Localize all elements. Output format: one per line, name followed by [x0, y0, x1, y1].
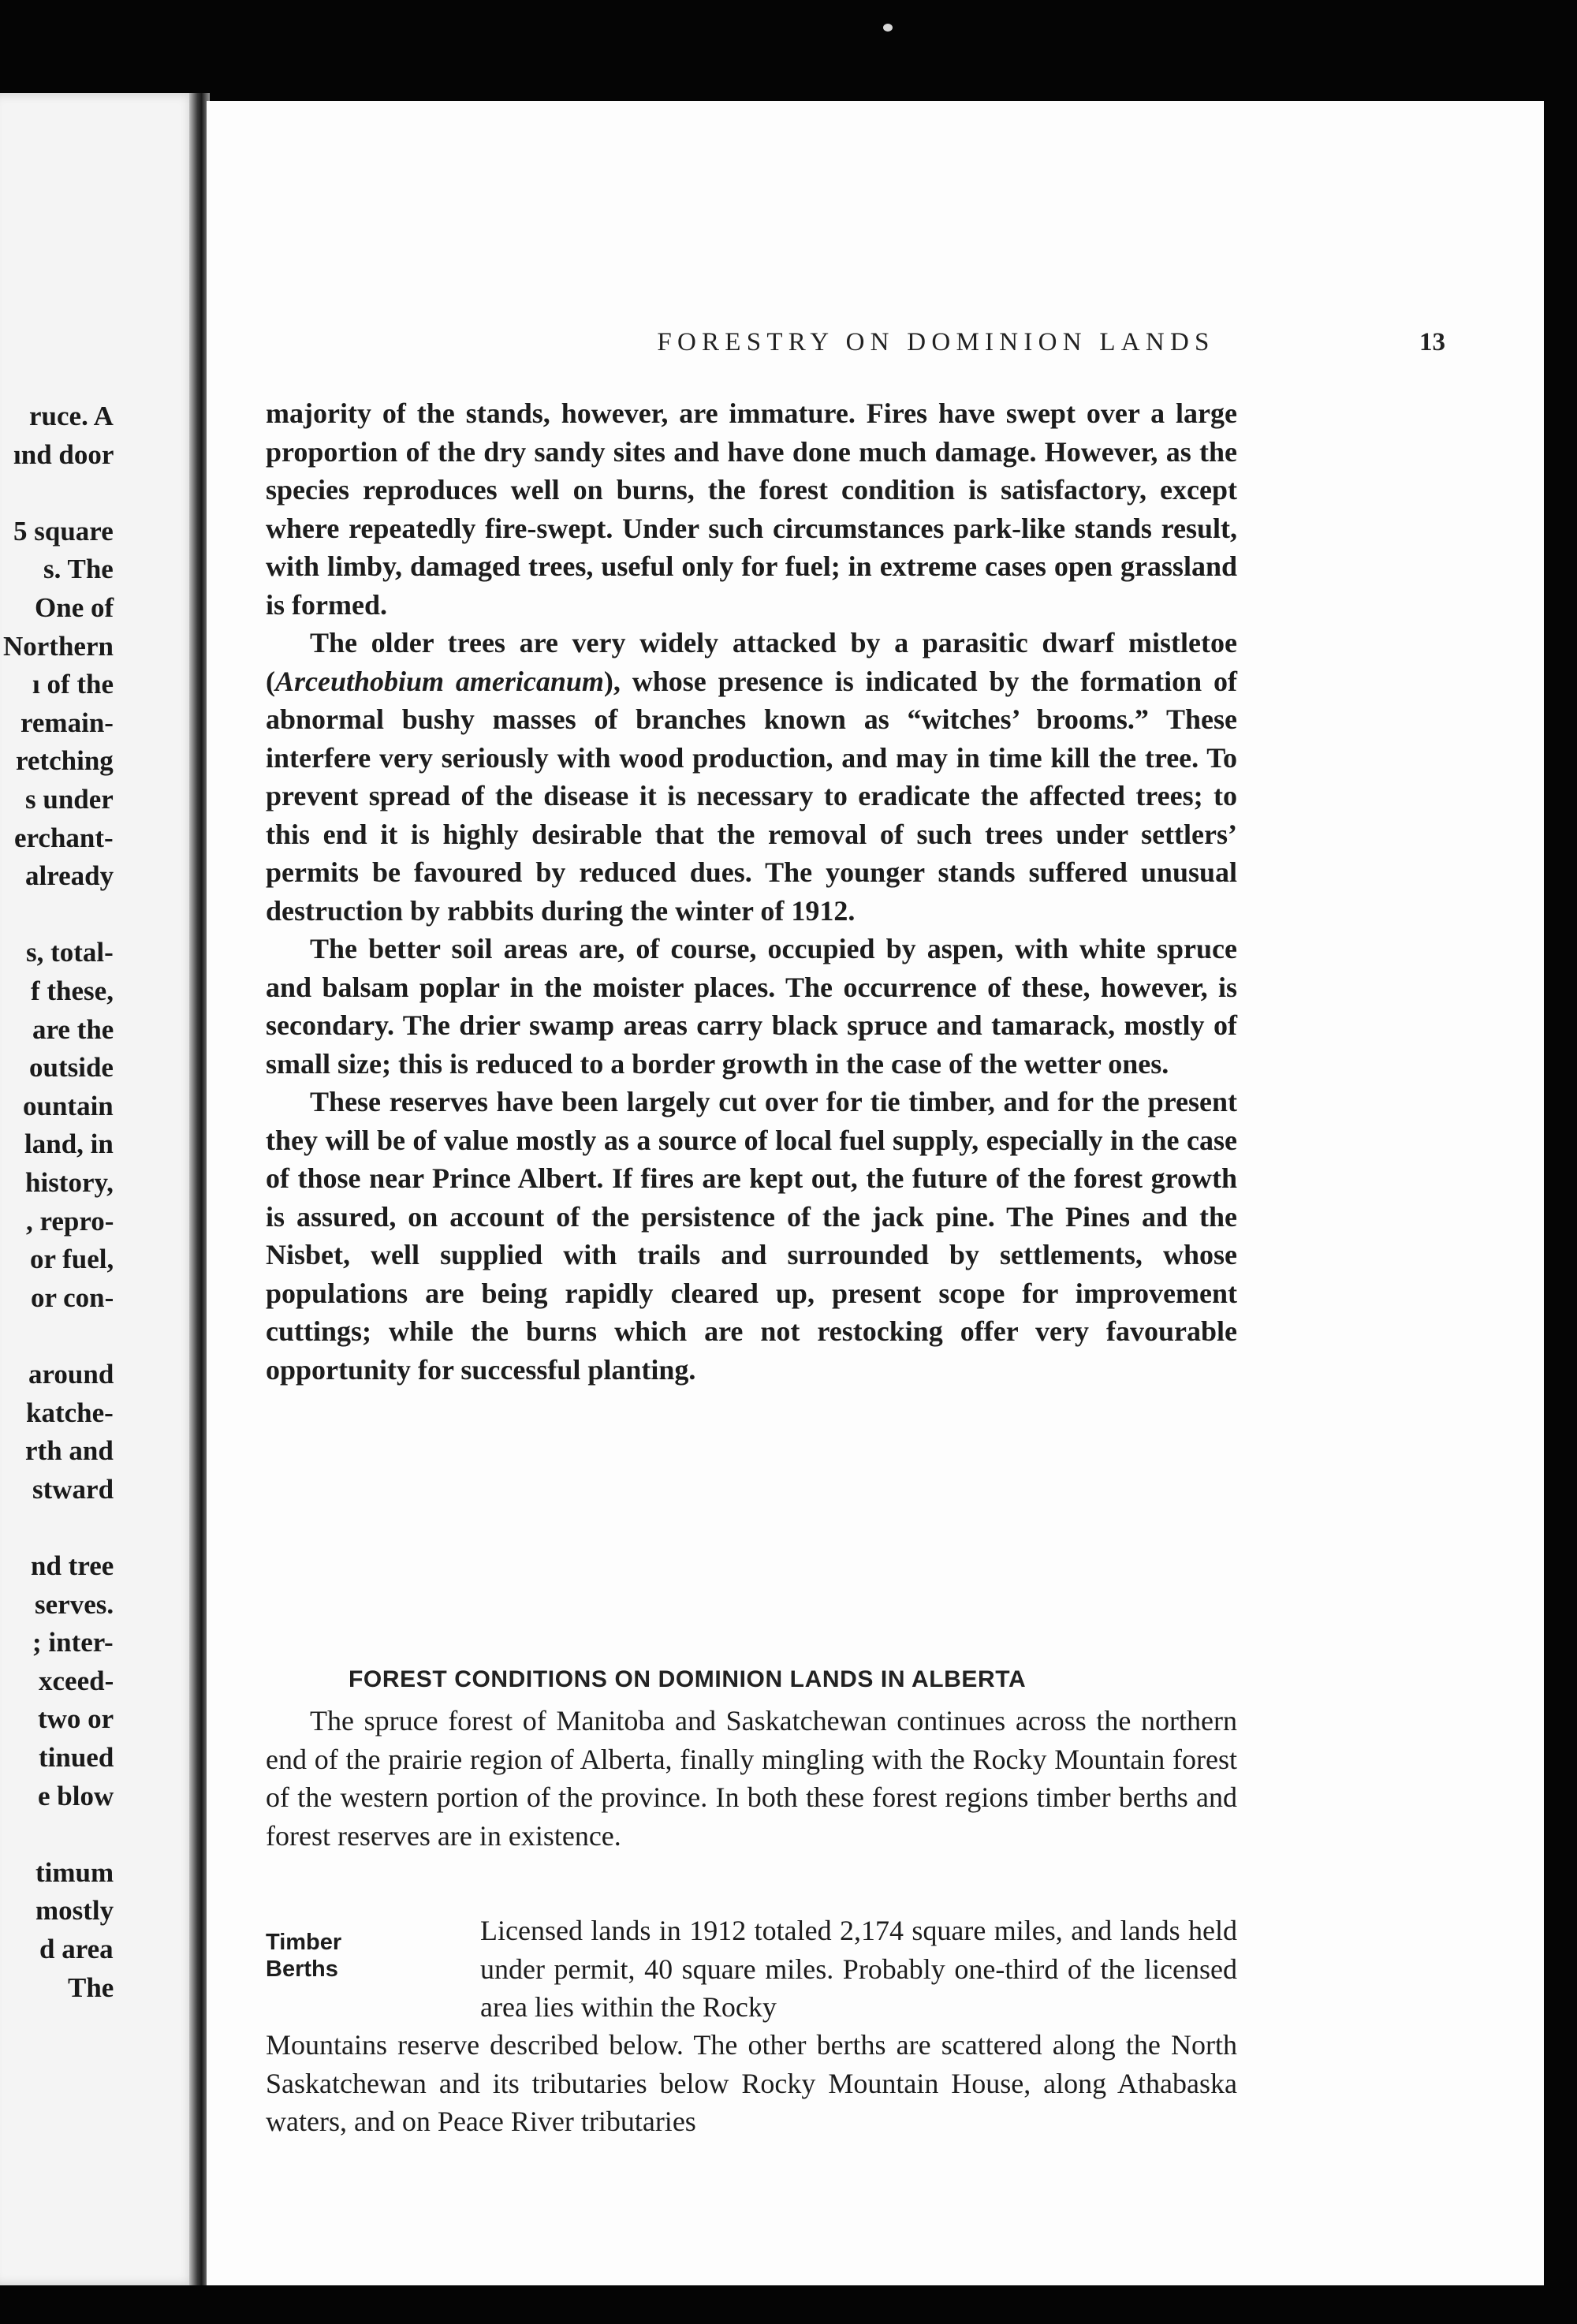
- page-number: 13: [1419, 328, 1445, 356]
- left-page-line: nd tree: [31, 1550, 114, 1581]
- paragraph-2-start: The older trees are very widely attacked by a parasitic dwarf mistletoe (: [266, 627, 1237, 697]
- left-page-line: tinued: [39, 1742, 114, 1773]
- sidenote-line-1: Timber: [266, 1930, 342, 1955]
- body-text: [266, 394, 1237, 1389]
- left-page-line: , repro-: [26, 1205, 114, 1237]
- left-page-line: remain-: [21, 707, 114, 738]
- left-facing-page: [0, 93, 199, 2285]
- continuation-paragraph: Mountains reserve described below. The other berths are scattered along the North Saskatchewan and its tributaries below Rocky Mountain House, along Athabaska waters, and on Peace River tributaries: [266, 2029, 1237, 2137]
- section-body: [266, 1702, 1237, 1855]
- paragraph-2: [266, 624, 1237, 930]
- left-page-line: ruce. A: [29, 401, 114, 431]
- left-page-line: xceed-: [39, 1665, 114, 1696]
- species-name: Arceuthobium americanum: [275, 665, 604, 697]
- left-page-line: are the: [32, 1013, 114, 1045]
- left-page-line: s. The: [43, 554, 114, 585]
- sidenote-paragraph: [480, 1912, 1237, 2027]
- left-page-line: retching: [16, 745, 114, 777]
- left-page-line: or fuel,: [30, 1244, 114, 1275]
- left-page-line: timum: [35, 1856, 114, 1888]
- left-page-line: s under: [25, 784, 114, 815]
- left-page-line: ; inter-: [32, 1627, 114, 1658]
- left-page-line: ınd door: [13, 438, 114, 470]
- left-page-line: land, in: [24, 1128, 114, 1160]
- paragraph-2-end: ), whose presence is indicated by the formation of abnormal bushy masses of branches known as “witches’ brooms.” These interfere very seriously with wood production, and may in time kill the tree. To prevent spread of the disease it is necessary to eradicate the affected trees; to this end it is highly desirable that the removal of such trees under settlers’ permits be favoured by reduced dues. The younger stands suffered unusual destruction by rabbits during the winter of 1912.: [266, 665, 1237, 927]
- section-paragraph-1: The spruce forest of Manitoba and Saskatchewan continues across the northern end of the prairie region of Alberta, finally mingling with the Rocky Mountain forest of the western portion of the province. In both these forest regions timber berths and forest reserves are in existence.: [266, 1705, 1237, 1852]
- left-page-line: stward: [32, 1473, 114, 1505]
- dust-speck: [883, 24, 893, 32]
- continuation-text: [266, 2026, 1237, 2141]
- paragraph-3: The better soil areas are, of course, occupied by aspen, with white spruce and balsam poplar in the moister places. The occurrence of these, however, is secondary. The drier swamp areas carry black spruce and tamarack, mostly of small size; this is reduced to a border growth in the case of the wetter ones.: [266, 933, 1237, 1080]
- left-page-line: rth and: [25, 1435, 114, 1467]
- left-page-line: e blow: [38, 1780, 114, 1811]
- left-page-line: outside: [29, 1052, 114, 1084]
- sidenote-line-2: Berths: [266, 1957, 338, 1982]
- left-page-line: history,: [25, 1167, 114, 1198]
- main-page: [207, 101, 1544, 2285]
- left-page-line: One of: [35, 592, 114, 623]
- left-page-line: two or: [38, 1703, 114, 1735]
- paragraph-1: majority of the stands, however, are immature. Fires have swept over a large proportion of the dry sandy sites and have done much damage. However, as the species reproduces well on burns, the forest condition is satisfactory, except where repeatedly fire-swept. Under such circumstances park-like stands result, with limby, damaged trees, useful only for fuel; in extreme cases open grassland is formed.: [266, 397, 1237, 621]
- left-page-line: around: [28, 1359, 114, 1390]
- left-page-line: s, total-: [26, 937, 114, 968]
- left-page-line: Northern: [3, 630, 114, 662]
- left-page-line: or con-: [31, 1281, 114, 1313]
- left-page-line: erchant-: [14, 822, 114, 853]
- paragraph-4: These reserves have been largely cut over for tie timber, and for the present they will be of value mostly as a source of local fuel supply, especially in the case of those near Prince Albert. If fires are kept out, the future of the forest growth is assured, on account of the persistence of the jack pine. The Pines and the Nisbet, well supplied with trails and surrounded by settlements, whose populations are being rapidly cleared up, present scope for improvement cuttings; while the burns which are not restocking offer very favourable opportunity for successful planting.: [266, 1086, 1237, 1386]
- running-title: FORESTRY ON DOMINION LANDS: [657, 328, 1215, 356]
- section-heading: FOREST CONDITIONS ON DOMINION LANDS IN ALBERTA: [349, 1666, 1027, 1692]
- left-page-line: serves.: [35, 1588, 114, 1620]
- left-page-line: The: [68, 1971, 114, 2003]
- left-page-line: already: [25, 860, 114, 892]
- sidenote-label: [266, 1929, 341, 1983]
- left-page-line: ountain: [23, 1090, 114, 1121]
- left-page-line: d area: [39, 1934, 114, 1964]
- left-page-line: ı of the: [32, 669, 114, 700]
- left-page-line: 5 square: [13, 515, 114, 546]
- left-page-line: mostly: [35, 1895, 114, 1927]
- left-page-line: katche-: [26, 1397, 114, 1428]
- timber-berths-paragraph: Licensed lands in 1912 totaled 2,174 square miles, and lands held under permit, 40 square miles. Probably one-third of the licensed area lies within the Rocky: [480, 1915, 1237, 2023]
- left-page-line: f these,: [31, 975, 114, 1006]
